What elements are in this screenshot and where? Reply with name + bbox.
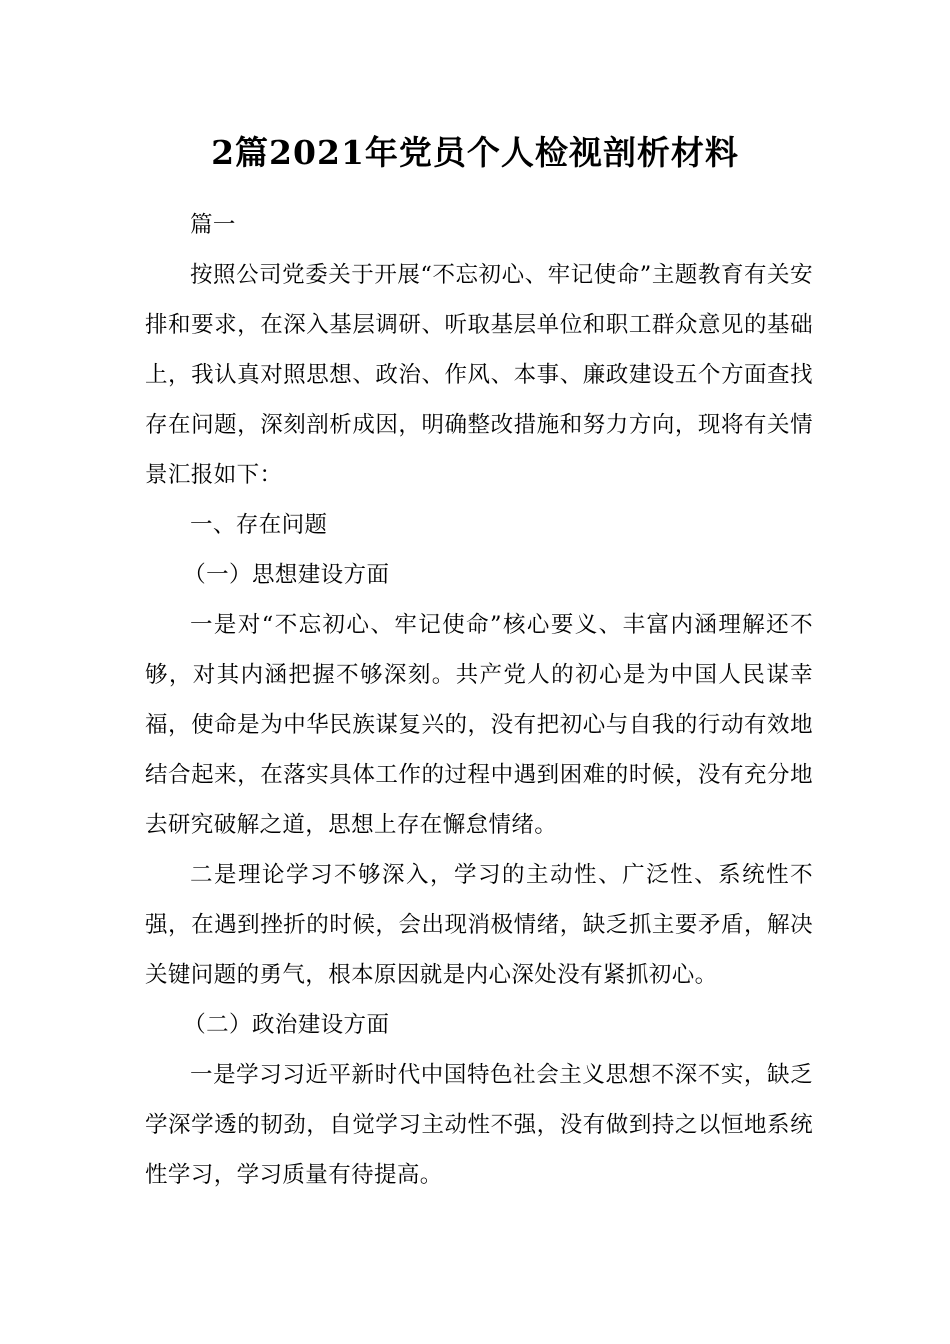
subsection-heading: （二）政治建设方面 <box>183 1012 390 1038</box>
document-title: 2篇2021年党员个人检视剖析材料 <box>211 133 739 172</box>
section-heading: 一、存在问题 <box>190 512 328 538</box>
section-label: 篇一 <box>190 212 236 238</box>
body-paragraph: 一是对“不忘初心、牢记使命”核心要义、丰富内涵理解还不够，对其内涵把握不够深刻。共产党人的初心是为中国人民谋幸福，使命是为中华民族谋复兴的，没有把初心与自我的行动有效地结合起来，在落实具体工作的过程中遇到困难的时候，没有充分地去研究破解之道，思想上存在懈怠情绪。 <box>145 612 813 838</box>
document-body <box>145 200 813 1200</box>
body-paragraph: 二是理论学习不够深入，学习的主动性、广泛性、系统性不强，在遇到挫折的时候，会出现消极情绪，缺乏抓主要矛盾，解决关键问题的勇气，根本原因就是内心深处没有紧抓初心。 <box>145 862 813 988</box>
subsection-heading: （一）思想建设方面 <box>183 562 390 588</box>
body-paragraph: 一是学习习近平新时代中国特色社会主义思想不深不实，缺乏学深学透的韧劲，自觉学习主动性不强，没有做到持之以恒地系统性学习，学习质量有待提高。 <box>145 1062 813 1188</box>
body-paragraph: 按照公司党委关于开展“不忘初心、牢记使命”主题教育有关安排和要求，在深入基层调研、听取基层单位和职工群众意见的基础上，我认真对照思想、政治、作风、本事、廉政建设五个方面查找存在问题，深刻剖析成因，明确整改措施和努力方向，现将有关情景汇报如下： <box>145 262 813 488</box>
